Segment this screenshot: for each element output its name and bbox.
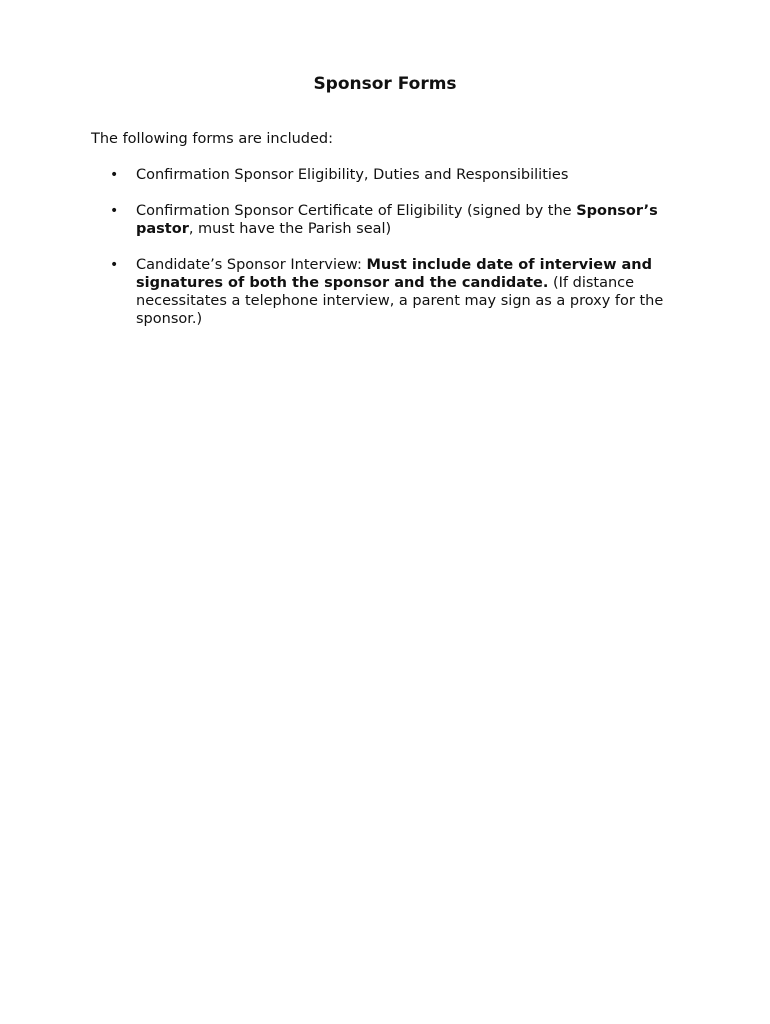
item-text: Confirmation Sponsor Eligibility, Duties and Responsibilities	[136, 167, 569, 183]
forms-list	[0, 166, 770, 346]
list-item-certificate-eligibility	[0, 202, 684, 238]
bullet-icon: •	[110, 167, 119, 183]
item-bold-text: Sponsor’s pastor	[136, 203, 658, 237]
item-text: Candidate’s Sponsor Interview:	[136, 257, 367, 273]
list-item-eligibility-duties	[0, 166, 684, 184]
bullet-icon: •	[110, 257, 119, 273]
item-text-after: , must have the Parish seal)	[188, 221, 392, 237]
list-item-sponsor-interview	[0, 256, 684, 328]
item-text: Confirmation Sponsor Certificate of Eligibility (signed by the	[136, 203, 577, 219]
item-text-after: (If distance necessitates a telephone interview, a parent may sign as a proxy for the sponsor.)	[136, 275, 664, 327]
intro-text: The following forms are included:	[91, 131, 334, 147]
page-title: Sponsor Forms	[313, 74, 457, 94]
bullet-icon: •	[110, 203, 119, 219]
item-bold-text: Must include date of interview and signatures of both the sponsor and the candidate.	[136, 257, 652, 291]
